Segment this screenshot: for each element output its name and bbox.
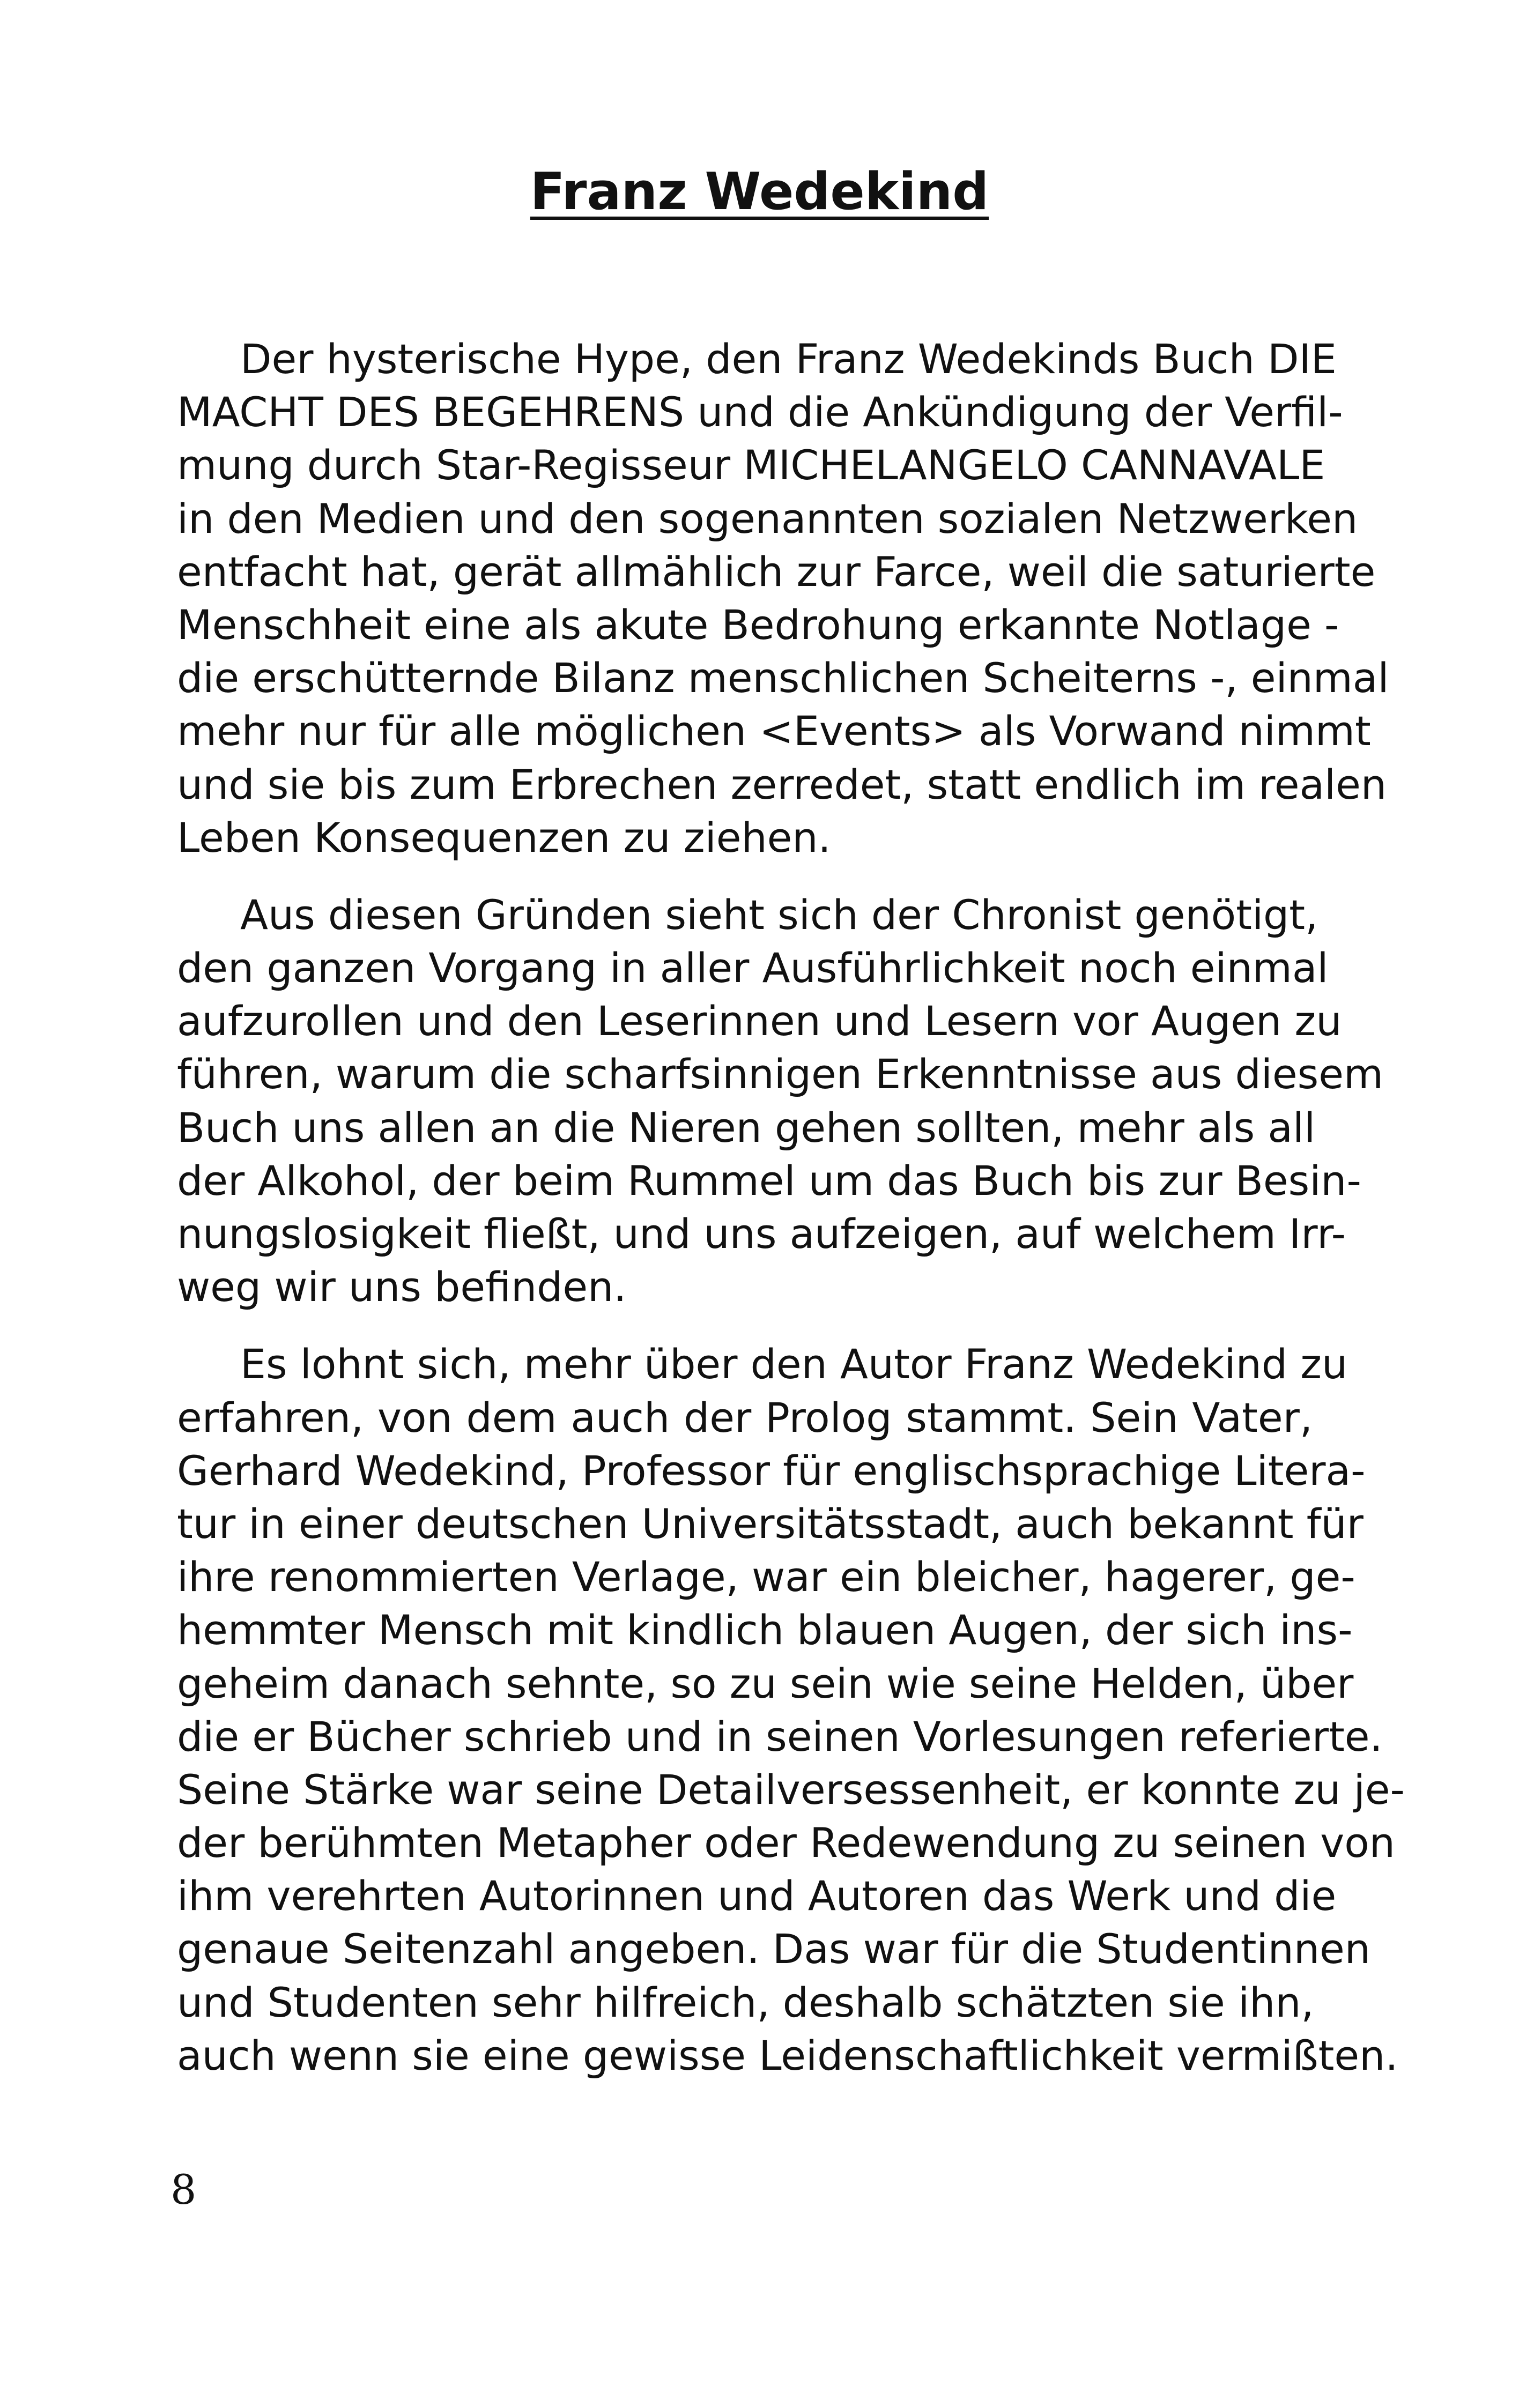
paragraph-2 xyxy=(177,888,1383,1314)
text-line: ihm verehrten Autorinnen und Autoren das Werk und die xyxy=(177,1872,1337,1920)
text-line: Seine Stärke war seine Detailversessenheit, er konnte zu je- xyxy=(177,1765,1405,1814)
text-line: Aus diesen Gründen sieht sich der Chronist genötigt, xyxy=(240,890,1318,939)
text-line: hemmter Mensch mit kindlich blauen Augen, der sich ins- xyxy=(177,1606,1353,1654)
page-number: 8 xyxy=(171,2166,197,2213)
text-line: führen, warum die scharfsinnigen Erkenntnisse aus diesem xyxy=(177,1050,1383,1098)
text-line: Der hysterische Hype, den Franz Wedekinds Buch DIE xyxy=(240,335,1337,383)
text-line: die er Bücher schrieb und in seinen Vorlesungen referierte. xyxy=(177,1712,1383,1760)
text-line: entfacht hat, gerät allmählich zur Farce, weil die saturierte xyxy=(177,547,1376,596)
text-line: erfahren, von dem auch der Prolog stammt. Sein Vater, xyxy=(177,1393,1313,1441)
text-line: in den Medien und den sogenannten sozialen Netzwerken xyxy=(177,494,1358,542)
text-line: und Studenten sehr hilfreich, deshalb schätzten sie ihn, xyxy=(177,1978,1314,2026)
text-line: genaue Seitenzahl angeben. Das war für die Studentinnen xyxy=(177,1925,1370,1973)
text-line: Gerhard Wedekind, Professor für englischsprachige Litera- xyxy=(177,1446,1366,1495)
text-line: geheim danach sehnte, so zu sein wie seine Helden, über xyxy=(177,1659,1354,1707)
text-line: Leben Konsequenzen zu ziehen. xyxy=(177,813,831,861)
chapter-title xyxy=(0,160,1519,224)
text-line: mehr nur für alle möglichen <Events> als Vorwand nimmt xyxy=(177,707,1371,755)
text-line: der Alkohol, der beim Rummel um das Buch bis zur Besin- xyxy=(177,1156,1361,1205)
text-line: mung durch Star-Regisseur MICHELANGELO CANNAVALE xyxy=(177,441,1325,489)
text-line: der berühmten Metapher oder Redewendung zu seinen von xyxy=(177,1819,1395,1867)
text-line: und sie bis zum Erbrechen zerredet, statt endlich im realen xyxy=(177,760,1387,808)
text-line: Menschheit eine als akute Bedrohung erkannte Notlage - xyxy=(177,600,1339,649)
text-line: Buch uns allen an die Nieren gehen sollten, mehr als all xyxy=(177,1103,1316,1151)
text-line: MACHT DES BEGEHRENS und die Ankündigung der Verfil- xyxy=(177,388,1343,436)
chapter-title-text: Franz Wedekind xyxy=(530,162,989,221)
text-line: aufzurollen und den Leserinnen und Lesern vor Augen zu xyxy=(177,997,1342,1045)
text-line: den ganzen Vorgang in aller Ausführlichkeit noch einmal xyxy=(177,944,1329,992)
paragraph-1 xyxy=(177,332,1389,864)
text-line: ihre renommierten Verlage, war ein bleicher, hagerer, ge- xyxy=(177,1553,1355,1601)
body-text xyxy=(177,332,1405,2106)
text-line: Es lohnt sich, mehr über den Autor Franz Wedekind zu xyxy=(240,1340,1348,1388)
text-line: tur in einer deutschen Universitätsstadt, auch bekannt für xyxy=(177,1499,1364,1548)
text-line: nungslosigkeit fließt, und uns aufzeigen, auf welchem Irr- xyxy=(177,1210,1346,1258)
text-line: weg wir uns befinden. xyxy=(177,1263,627,1311)
paragraph-3 xyxy=(177,1337,1405,2082)
text-line: auch wenn sie eine gewisse Leidenschaftlichkeit vermißten. xyxy=(177,2031,1398,2079)
text-line: die erschütternde Bilanz menschlichen Scheiterns -, einmal xyxy=(177,654,1389,702)
